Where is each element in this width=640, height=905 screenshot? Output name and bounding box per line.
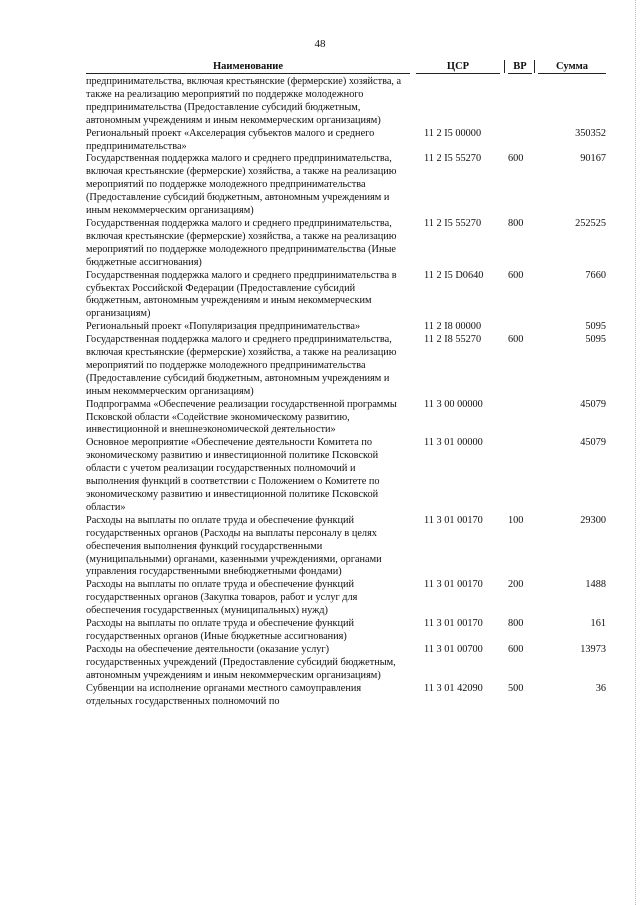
row-vr-code: 800 [508,217,524,229]
row-sum: 1488 [585,579,606,591]
row-sum: 29300 [580,514,606,526]
row-sum: 252525 [575,217,606,229]
table-row [86,218,606,270]
row-csr-code: 11 3 01 00700 [424,643,483,655]
row-sum: 13973 [580,643,606,655]
row-name: Государственная поддержка малого и среднего предпринимательства в субъектах Российской Федерации (Предоставление субсидий бюджетным, автономным учреждениям и иным некоммерческим организациям) [86,269,397,320]
row-name: Государственная поддержка малого и среднего предпринимательства, включая крестьянские (фермерские) хозяйства, а также на реализацию мероприятий по поддержке молодежного предпринимательства (Иные бюджетные ассигнования) [86,217,397,268]
row-csr-code: 11 2 I8 55270 [424,334,482,346]
table-row [86,76,606,128]
row-name: Расходы на выплаты по оплате труда и обеспечение функций государственных органов (Расходы на выплаты персоналу в целях обеспечения выполнения функций государственными (муниципальными) органами, казенными учреждениями, органами управления государственными внебюджетными фондами) [86,514,382,578]
row-name: Расходы на выплаты по оплате труда и обеспечение функций государственных органов (Иные бюджетные ассигнования) [86,618,355,642]
column-header-vr: ВР [508,60,532,74]
row-sum: 5095 [585,321,606,333]
budget-table-body [86,76,606,708]
row-vr-code: 600 [508,643,524,655]
row-name: Основное мероприятие «Обеспечение деятельности Комитета по экономическому развитию и инвестиционной политике Псковской области с учетом реализации государственных полномочий и выполнения функций в соответствии с Положением о Комитете по экономическому развитию и инвестиционной политике Псковской области» [86,437,380,513]
row-name: Расходы на выплаты по оплате труда и обеспечение функций государственных органов (Закупка товаров, работ и услуг для обеспечения государственных (муниципальных) нужд) [86,579,358,617]
row-vr-code: 600 [508,153,524,165]
table-row [86,515,606,580]
row-name: предпринимательства, включая крестьянские (фермерские) хозяйства, а также на реализацию мероприятий по поддержке молодежного предпринимательства (Предоставление субсидий бюджетным, автономным учреждениям и иным некоммерческим организациям) [86,76,402,126]
table-row [86,644,606,683]
row-vr-code: 200 [508,579,524,591]
row-csr-code: 11 2 I5 D0640 [424,269,484,281]
table-row [86,437,606,514]
row-csr-code: 11 2 I8 00000 [424,321,482,333]
column-header-csr: ЦСР [416,60,500,74]
table-row [86,334,606,399]
row-sum: 161 [590,618,606,630]
table-row [86,618,606,644]
table-row [86,579,606,618]
row-sum: 350352 [575,127,606,139]
table-row [86,399,606,438]
row-csr-code: 11 3 01 00170 [424,579,483,591]
row-csr-code: 11 3 00 00000 [424,398,483,410]
row-sum: 90167 [580,153,606,165]
row-vr-code: 600 [508,269,524,281]
row-name: Подпрограмма «Обеспечение реализации государственной программы Псковской области «Содействие экономическому развитию, инвестиционной и внешнеэкономической деятельности» [86,398,397,436]
table-header [86,60,606,74]
row-csr-code: 11 2 I5 55270 [424,153,482,165]
row-vr-code: 600 [508,334,524,346]
row-sum: 7660 [585,269,606,281]
row-sum: 45079 [580,437,606,449]
table-row [86,321,606,334]
row-vr-code: 500 [508,682,524,694]
column-header-name: Наименование [86,60,410,74]
row-name: Расходы на обеспечение деятельности (оказание услуг) государственных учреждений (Предоставление субсидий бюджетным, автономным учреждениям и иным некоммерческим организациям) [86,643,396,681]
table-row [86,270,606,322]
row-csr-code: 11 3 01 00170 [424,618,483,630]
row-vr-code: 800 [508,618,524,630]
row-name: Субвенции на исполнение органами местного самоуправления отдельных государственных полномочий по [86,682,362,707]
row-name: Региональный проект «Популяризация предпринимательства» [86,321,361,333]
row-name: Государственная поддержка малого и среднего предпринимательства, включая крестьянские (фермерские) хозяйства, а также на реализацию мероприятий по поддержке молодежного предпринимательства (Предоставление субсидий бюджетным, автономным учреждениям и иным некоммерческим организациям) [86,153,397,217]
row-csr-code: 11 3 01 00170 [424,514,483,526]
row-name: Государственная поддержка малого и среднего предпринимательства, включая крестьянские (фермерские) хозяйства, а также на реализацию мероприятий по поддержке молодежного предпринимательства (Предоставление субсидий бюджетным, автономным учреждениям и иным некоммерческим организациям) [86,334,397,397]
row-sum: 36 [595,682,606,694]
row-csr-code: 11 3 01 42090 [424,682,483,694]
row-sum: 5095 [585,334,606,346]
column-header-sum: Сумма [538,60,606,74]
table-row [86,683,606,709]
row-csr-code: 11 2 I5 55270 [424,217,482,229]
row-csr-code: 11 3 01 00000 [424,437,483,449]
row-vr-code: 100 [508,514,524,526]
table-row [86,128,606,154]
row-csr-code: 11 2 I5 00000 [424,127,482,139]
table-row [86,153,606,218]
row-name: Региональный проект «Акселерация субъектов малого и среднего предпринимательства» [86,127,375,152]
scan-edge [633,0,636,905]
page-number: 48 [314,38,326,50]
row-sum: 45079 [580,398,606,410]
